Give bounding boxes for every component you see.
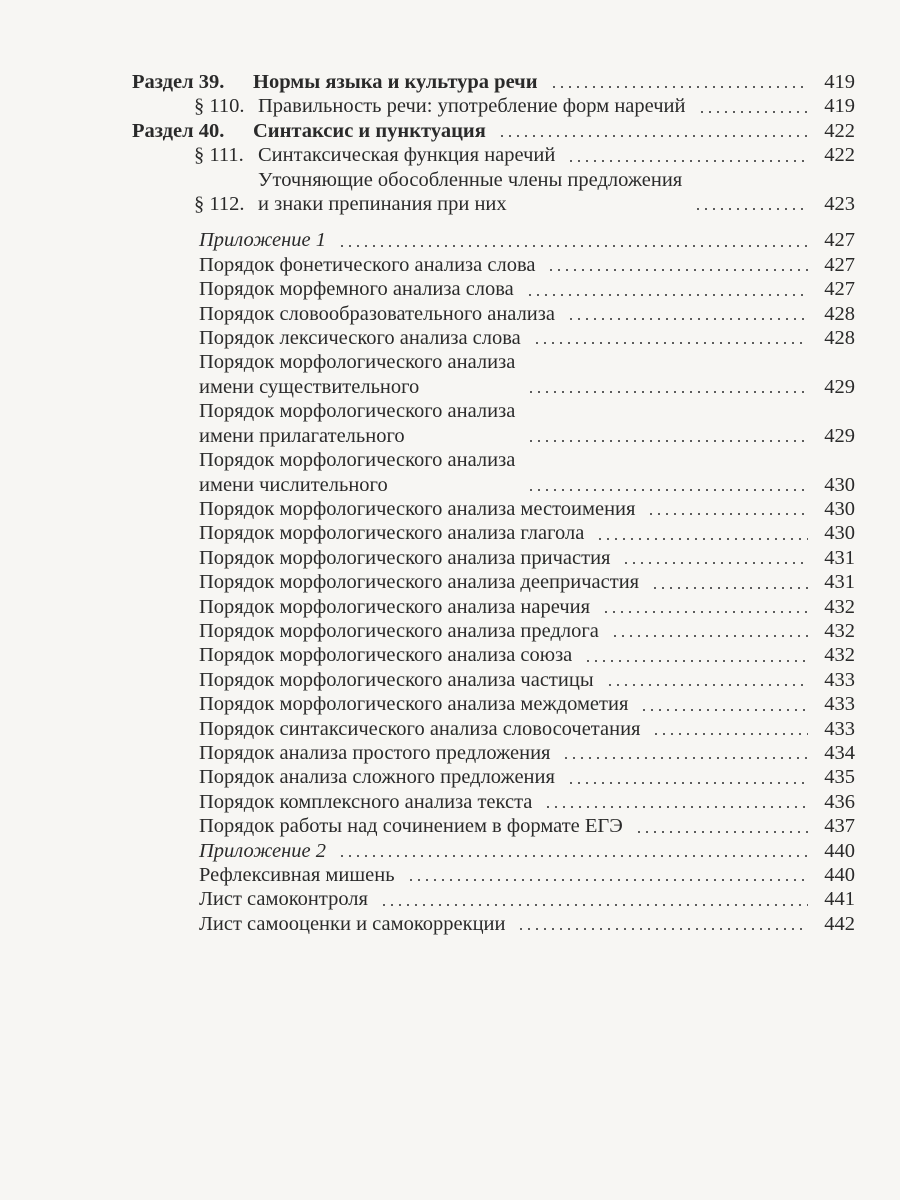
toc-entry-title: [199, 741, 818, 765]
toc-entry-number: § 110.: [194, 95, 245, 118]
page-number: 419: [824, 95, 855, 118]
toc-entry-number: Раздел 39.: [132, 71, 225, 93]
toc-entry-title-line: Приложение 1: [199, 229, 327, 252]
toc-entry-title-line: Порядок морфологического анализа: [199, 400, 516, 423]
page-number: 429: [824, 424, 855, 447]
toc-entry-title: [199, 253, 818, 277]
toc-entry-title: [199, 668, 818, 692]
toc-entry-title-line: Порядок морфологического анализа наречия: [199, 595, 591, 618]
toc-entry-title: [199, 619, 818, 643]
toc-entry-title-line: Синтаксическая функция наречий: [258, 144, 556, 167]
toc-entry[interactable]: [0, 790, 900, 814]
toc-entry[interactable]: [0, 277, 900, 301]
toc-entry-title-line: Правильность речи: употребление форм наречий: [258, 95, 686, 118]
toc-entry[interactable]: [0, 546, 900, 570]
toc-entry[interactable]: [0, 692, 900, 716]
page-number: 427: [824, 253, 855, 276]
toc-entry-title: [199, 643, 818, 667]
toc-entry-title-line: Порядок фонетического анализа слова: [199, 253, 536, 276]
toc-entry[interactable]: [0, 839, 900, 863]
toc-entry[interactable]: [0, 94, 900, 118]
dot-leader: [567, 318, 808, 320]
dot-leader: [596, 538, 808, 540]
table-of-contents: [0, 70, 900, 936]
toc-entry-title: [199, 887, 818, 911]
page-number: 431: [824, 546, 855, 569]
toc-entry-title: [199, 765, 818, 789]
toc-entry-title-line: Порядок морфологического анализа причастия: [199, 546, 611, 569]
dot-leader: [407, 879, 808, 881]
toc-entry-title-line: Порядок морфемного анализа слова: [199, 278, 514, 301]
toc-entry-title-line: Порядок морфологического анализа деепричастия: [199, 571, 640, 594]
page-number: 440: [824, 839, 855, 862]
dot-leader: [647, 513, 808, 515]
toc-entry-title-line: Порядок морфологического анализа: [199, 351, 516, 374]
toc-entry-title: [199, 277, 818, 301]
page-number: 427: [824, 229, 855, 252]
toc-entry-title: [199, 790, 818, 814]
toc-entry[interactable]: [0, 253, 900, 277]
toc-entry-title-line: и знаки препинания при них: [258, 193, 507, 216]
toc-entry[interactable]: [0, 863, 900, 887]
toc-entry[interactable]: [0, 326, 900, 350]
toc-entry[interactable]: [0, 119, 900, 143]
dot-leader: [606, 684, 808, 686]
toc-entry[interactable]: [0, 912, 900, 936]
toc-entry-title: [253, 70, 818, 94]
toc-entry-title: [199, 912, 818, 936]
toc-entry[interactable]: [0, 228, 900, 252]
dot-leader: [562, 757, 808, 759]
toc-entry-title-line: имени прилагательного: [199, 424, 405, 447]
page-number: 422: [824, 144, 855, 167]
dot-leader: [611, 635, 808, 637]
toc-entry[interactable]: [0, 741, 900, 765]
toc-entry[interactable]: [0, 668, 900, 692]
toc-entry-title-line: Порядок морфологического анализа: [199, 449, 516, 472]
toc-entry-title-line: Порядок лексического анализа слова: [199, 327, 521, 350]
toc-entry-title: [199, 448, 818, 497]
toc-entry-title-line: Синтаксис и пунктуация: [253, 119, 486, 142]
toc-entry-title-line: Порядок морфологического анализа глагола: [199, 522, 585, 545]
toc-entry-title: [199, 570, 818, 594]
page-number: 430: [824, 497, 855, 520]
dot-leader: [567, 782, 808, 784]
toc-entry-title-line: Порядок синтаксического анализа словосочетания: [199, 717, 641, 740]
toc-entry-title-line: Порядок морфологического анализа местоимения: [199, 497, 636, 520]
toc-entry[interactable]: [0, 619, 900, 643]
toc-entry-title-line: имени числительного: [199, 473, 388, 496]
toc-entry-title-line: Порядок анализа сложного предложения: [199, 766, 555, 789]
toc-entry-title: [253, 119, 818, 143]
toc-entry-title: [199, 228, 818, 252]
toc-entry-title: [199, 595, 818, 619]
toc-entry-title-line: Лист самоконтроля: [199, 888, 368, 911]
toc-entry-title-line: Порядок комплексного анализа текста: [199, 790, 533, 813]
toc-entry[interactable]: [0, 143, 900, 167]
page-number: 437: [824, 815, 855, 838]
dot-leader: [651, 587, 808, 589]
dot-leader: [698, 111, 809, 113]
dot-leader: [527, 440, 808, 442]
toc-entry-title: [199, 399, 818, 448]
dot-leader: [338, 855, 808, 857]
toc-entry-number: Раздел 40.: [132, 119, 225, 142]
toc-entry-title-line: Порядок морфологического анализа союза: [199, 644, 573, 667]
toc-entry[interactable]: [0, 643, 900, 667]
dot-leader: [533, 342, 808, 344]
page-number: 419: [824, 71, 855, 93]
toc-entry-title: [199, 717, 818, 741]
toc-entry[interactable]: [0, 497, 900, 521]
page-number: 436: [824, 790, 855, 813]
toc-entry-title: [258, 143, 818, 167]
dot-leader: [622, 562, 808, 564]
dot-leader: [567, 160, 808, 162]
page-number: 427: [824, 278, 855, 301]
page-number: 423: [824, 193, 855, 216]
page-number: 430: [824, 473, 855, 496]
page-number: 433: [824, 717, 855, 740]
page-number: 440: [824, 864, 855, 886]
toc-entry-title-line: имени существительного: [199, 375, 420, 398]
dot-leader: [338, 245, 808, 247]
page-number: 433: [824, 693, 855, 716]
toc-entry-title-line: Порядок морфологического анализа предлога: [199, 619, 599, 642]
toc-entry-title-line: Порядок анализа простого предложения: [199, 741, 551, 764]
dot-leader: [694, 208, 808, 210]
toc-entry-title-line: Лист самооценки и самокоррекции: [199, 912, 506, 935]
page-number: 428: [824, 302, 855, 325]
dot-leader: [498, 135, 808, 137]
toc-entry[interactable]: [0, 814, 900, 838]
toc-entry[interactable]: [0, 350, 900, 399]
dot-leader: [527, 489, 808, 491]
toc-entry[interactable]: [0, 302, 900, 326]
dot-leader: [544, 806, 808, 808]
dot-leader: [602, 611, 808, 613]
toc-entry-title: [199, 863, 818, 887]
page-number: 435: [824, 766, 855, 789]
toc-entry-title: [199, 302, 818, 326]
toc-entry[interactable]: [0, 717, 900, 741]
dot-leader: [550, 86, 808, 88]
toc-entry-title: [199, 546, 818, 570]
dot-leader: [635, 831, 808, 833]
dot-leader: [584, 660, 808, 662]
toc-entry[interactable]: [0, 887, 900, 911]
page-number: 422: [824, 119, 855, 142]
toc-entry-title: [199, 521, 818, 545]
dot-leader: [517, 928, 808, 930]
page-number: 429: [824, 375, 855, 398]
dot-leader: [527, 391, 808, 393]
toc-entry-title-line: Порядок морфологического анализа междометия: [199, 693, 629, 716]
toc-entry-title: [199, 692, 818, 716]
toc-entry[interactable]: [0, 168, 900, 217]
page-number: 432: [824, 595, 855, 618]
page-number: 433: [824, 668, 855, 691]
toc-entry-title-line: Рефлексивная мишень: [199, 864, 395, 886]
toc-entry[interactable]: [0, 70, 900, 94]
page-number: 434: [824, 741, 855, 764]
toc-entry[interactable]: [0, 399, 900, 448]
dot-leader: [640, 709, 808, 711]
toc-entry[interactable]: [0, 521, 900, 545]
toc-entry-title: [199, 497, 818, 521]
page-number: 441: [824, 888, 855, 911]
dot-leader: [652, 733, 808, 735]
toc-entry-title: [199, 350, 818, 399]
dot-leader: [380, 904, 808, 906]
toc-entry-title-line: Нормы языка и культура речи: [253, 71, 538, 93]
toc-entry-number: § 111.: [194, 144, 244, 167]
toc-entry-title-line: Порядок словообразовательного анализа: [199, 302, 555, 325]
toc-entry[interactable]: [0, 595, 900, 619]
toc-entry-title-line: Уточняющие обособленные члены предложения: [258, 168, 683, 191]
toc-entry-title: [199, 839, 818, 863]
toc-entry[interactable]: [0, 765, 900, 789]
page-number: 432: [824, 644, 855, 667]
toc-entry-title: [199, 326, 818, 350]
toc-entry-number: § 112.: [194, 193, 245, 216]
dot-leader: [526, 294, 808, 296]
toc-entry-title: [258, 168, 818, 217]
page-number: 432: [824, 619, 855, 642]
toc-entry-title-line: Приложение 2: [199, 839, 327, 862]
dot-leader: [547, 269, 808, 271]
page-number: 430: [824, 522, 855, 545]
toc-entry[interactable]: [0, 570, 900, 594]
page-number: 442: [824, 912, 855, 935]
toc-entry-title: [199, 814, 818, 838]
page-number: 431: [824, 571, 855, 594]
toc-entry-title: [258, 94, 818, 118]
toc-entry[interactable]: [0, 448, 900, 497]
toc-entry-title-line: Порядок работы над сочинением в формате ЕГЭ: [199, 815, 623, 838]
page-number: 428: [824, 327, 855, 350]
toc-entry-title-line: Порядок морфологического анализа частицы: [199, 668, 594, 691]
